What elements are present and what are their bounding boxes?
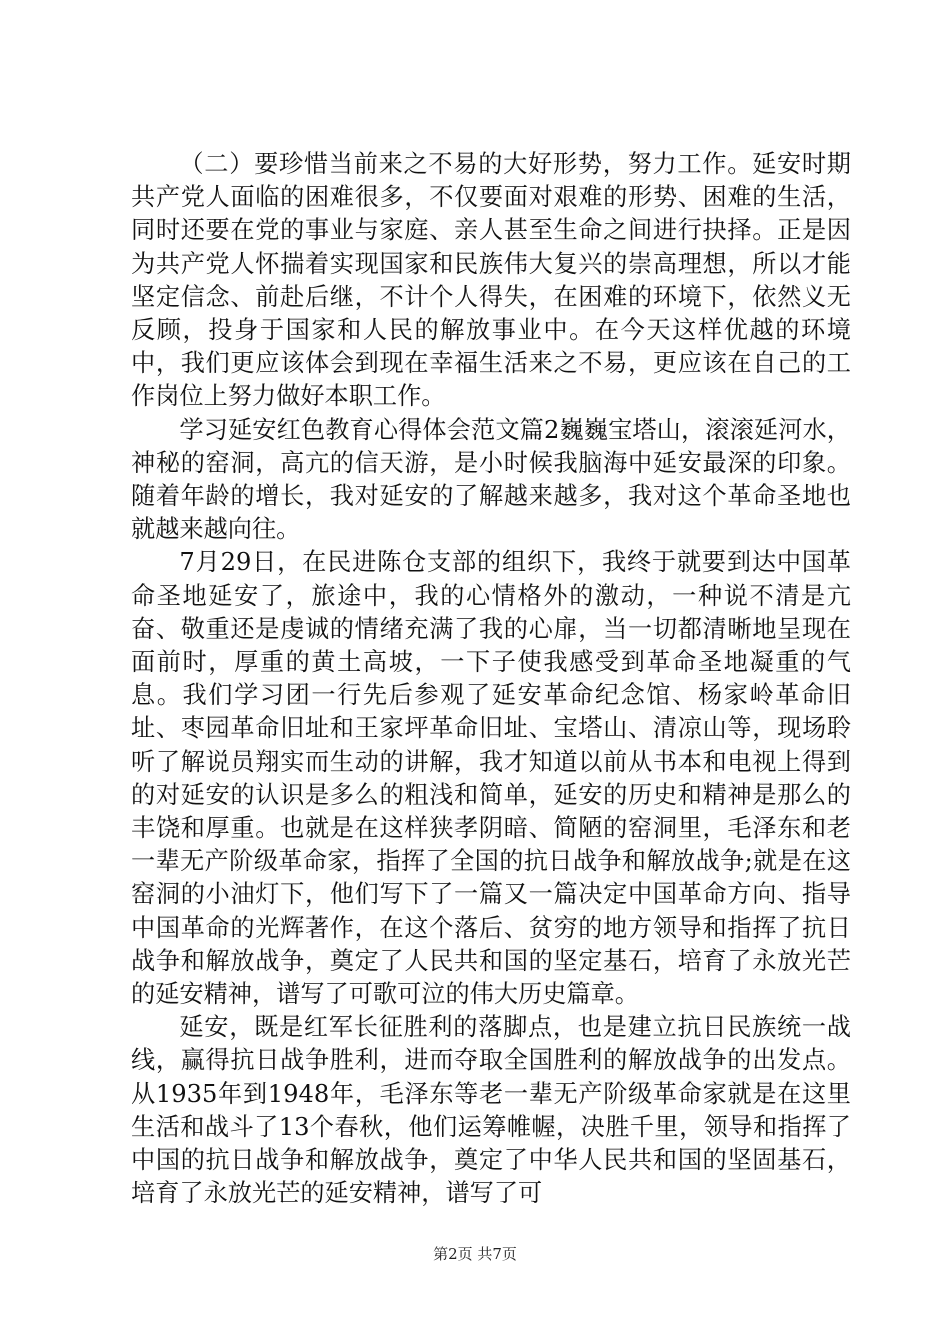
paragraph: 延安，既是红军长征胜利的落脚点，也是建立抗日民族统一战线，赢得抗日战争胜利，进而夺取全国胜利的解放战争的出发点。从1935年到1948年，毛泽东等老一辈无产阶级革命家就是在这里生活和战斗了13个春秋，他们运筹帷幄，决胜千里，领导和指挥了中国的抗日战争和解放战争，奠定了中华人民共和国的坚固基石，培育了永放光芒的延安精神，谱写了可: [131, 1013, 851, 1208]
document-body: [131, 148, 851, 1211]
page-footer: 第2页 共7页: [433, 1245, 517, 1263]
paragraph: （二）要珍惜当前来之不易的大好形势，努力工作。延安时期共产党人面临的困难很多，不仅要面对艰难的形势、困难的生活，同时还要在党的事业与家庭、亲人甚至生命之间进行抉择。正是因为共产党人怀揣着实现国家和民族伟大复兴的崇高理想，所以才能坚定信念、前赴后继，不计个人得失，在困难的环境下，依然义无反顾，投身于国家和人民的解放事业中。在今天这样优越的环境中，我们更应该体会到现在幸福生活来之不易，更应该在自己的工作岗位上努力做好本职工作。: [131, 150, 851, 411]
paragraph: 学习延安红色教育心得体会范文篇2巍巍宝塔山，滚滚延河水，神秘的窑洞，高亢的信天游，是小时候我脑海中延安最深的印象。随着年龄的增长，我对延安的了解越来越多，我对这个革命圣地也就越来越向往。: [131, 415, 851, 544]
paragraph: 7月29日，在民进陈仓支部的组织下，我终于就要到达中国革命圣地延安了，旅途中，我的心情格外的激动，一种说不清是亢奋、敬重还是虔诚的情绪充满了我的心扉，当一切都清晰地呈现在面前时，厚重的黄土高坡，一下子使我感受到革命圣地凝重的气息。我们学习团一行先后参观了延安革命纪念馆、杨家岭革命旧址、枣园革命旧址和王家坪革命旧址、宝塔山、清凉山等，现场聆听了解说员翔实而生动的讲解，我才知道以前从书本和电视上得到的对延安的认识是多么的粗浅和简单，延安的历史和精神是那么的丰饶和厚重。也就是在这样狭孝阴暗、简陋的窑洞里，毛泽东和老一辈无产阶级革命家，指挥了全国的抗日战争和解放战争;就是在这窑洞的小油灯下，他们写下了一篇又一篇决定中国革命方向、指导中国革命的光辉著作，在这个落后、贫穷的地方领导和指挥了抗日战争和解放战争，奠定了人民共和国的坚定基石，培育了永放光芒的延安精神，谱写了可歌可泣的伟大历史篇章。: [131, 548, 851, 1009]
